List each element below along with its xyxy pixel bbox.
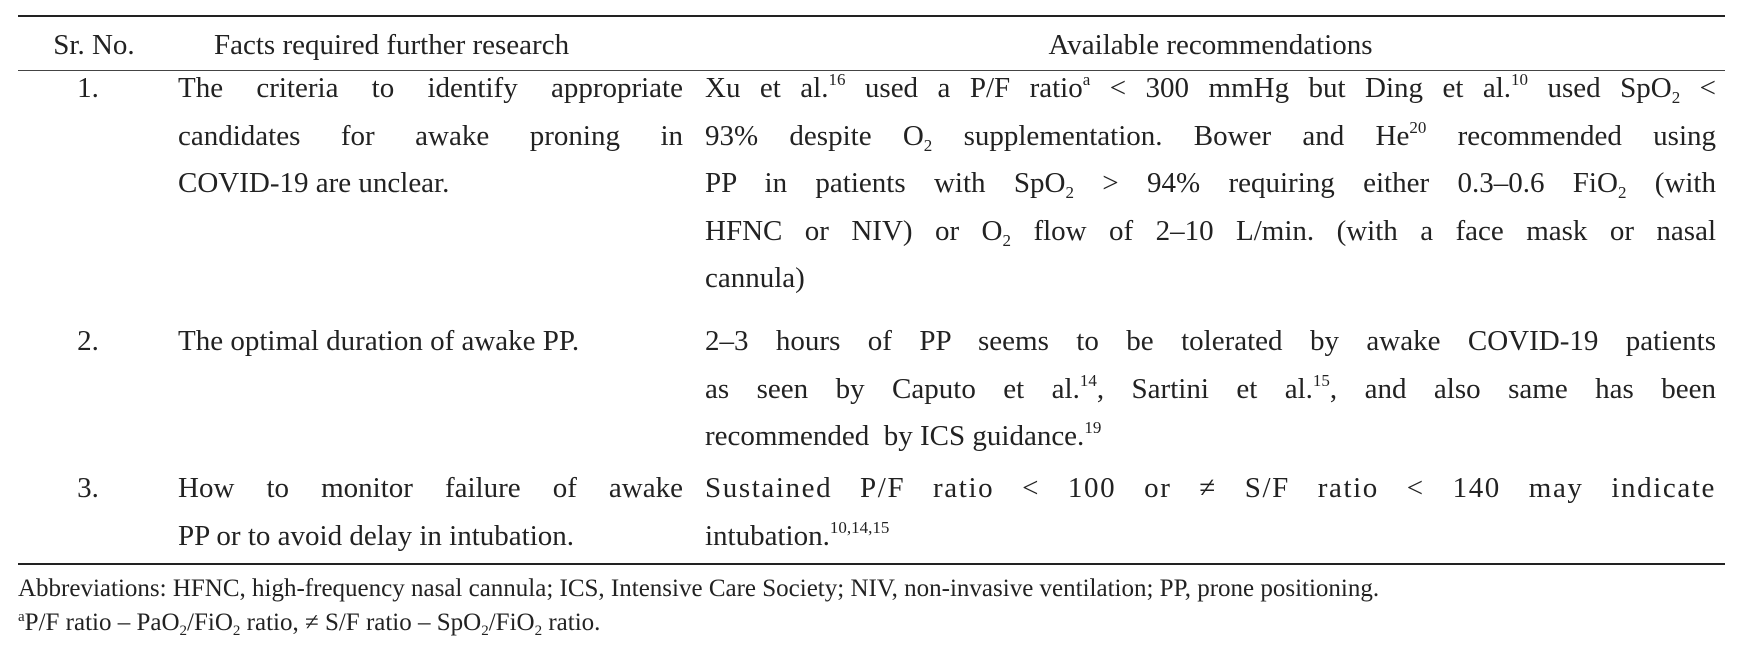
rec-text: used a P/F ratio — [845, 72, 1083, 104]
header-sr-no: Sr. No. — [53, 29, 135, 61]
footnote-marker: a — [1082, 70, 1091, 89]
citation: 16 — [828, 70, 846, 89]
header-recommendations: Available recommendations — [1048, 29, 1373, 61]
recommendation-line — [705, 513, 1716, 561]
rec-text: 93% despite O — [705, 119, 924, 152]
fact-line: COVID-19 are unclear. — [178, 167, 450, 199]
rec-text: < — [1680, 72, 1716, 104]
subscript: 2 — [1065, 183, 1074, 202]
rec-text: recommended using — [1426, 119, 1716, 152]
rec-text: HFNC or NIV) or O — [705, 214, 1003, 247]
recommendation-line: cannula) — [705, 262, 805, 294]
recommendation-line — [705, 413, 1716, 461]
footnote-text: ratio. — [542, 609, 601, 636]
recommendation-line — [705, 160, 1716, 208]
rec-text: , and also same has been — [1329, 372, 1717, 405]
footnote-text: /FiO — [187, 609, 233, 636]
subscript: 2 — [1617, 183, 1627, 202]
header-facts: Facts required further research — [214, 29, 570, 61]
subscript: 2 — [232, 623, 241, 639]
rec-text: flow of 2–10 L/min. (with a face mask or nasal — [1011, 214, 1716, 247]
footnote-a — [18, 606, 600, 639]
citation: 10,14,15 — [829, 517, 890, 537]
recommendation-line — [705, 366, 1716, 414]
fact-line: candidates for awake proning in — [178, 119, 683, 152]
recommendation-line: 2–3 hours of PP seems to be tolerated by awake COVID-19 patients — [705, 325, 1716, 357]
fact-line: PP or to avoid delay in intubation. — [178, 519, 575, 552]
recommendation-line — [705, 65, 1716, 113]
fact-cell — [178, 318, 683, 366]
rec-text: (with — [1626, 167, 1716, 199]
subscript: 2 — [1002, 230, 1012, 250]
fact-line: How to monitor failure of awake — [178, 472, 683, 504]
footnote-text: /FiO — [488, 609, 535, 636]
table-top-rule — [18, 15, 1725, 17]
recommendation-line: Sustained P/F ratio < 100 or ≠ S/F ratio < 140 may indicate — [705, 472, 1716, 504]
rec-text: Xu et al. — [705, 72, 829, 104]
subscript: 2 — [923, 135, 933, 155]
footnote-text: ratio, ≠ S/F ratio – SpO — [240, 609, 482, 636]
subscript: 2 — [481, 623, 489, 639]
rec-text: > 94% requiring either 0.3–0.6 FiO — [1073, 167, 1618, 199]
citation: 10 — [1511, 70, 1529, 89]
footnote-text: P/F ratio – PaO — [24, 609, 180, 636]
rec-text: recommended by ICS guidance. — [705, 420, 1085, 452]
row-number: 3. — [77, 472, 99, 504]
rec-text: as seen by Caputo et al. — [705, 372, 1080, 405]
rec-text: supplementation. Bower and He — [932, 119, 1410, 152]
citation: 15 — [1312, 370, 1330, 390]
recommendation-line — [705, 113, 1716, 161]
row-number: 1. — [77, 72, 99, 104]
subscript: 2 — [179, 623, 188, 639]
row-number: 2. — [77, 325, 99, 357]
footnote-marker: a — [18, 609, 25, 625]
fact-line: The criteria to identify appropriate — [178, 72, 683, 104]
citation: 14 — [1079, 370, 1097, 390]
subscript: 2 — [1671, 88, 1681, 107]
rec-text: PP in patients with SpO — [705, 167, 1066, 199]
rec-text: , Sartini et al. — [1096, 372, 1313, 405]
rec-text: used SpO — [1528, 72, 1672, 104]
citation: 19 — [1084, 418, 1102, 437]
recommendation-cell — [705, 318, 1716, 461]
rec-text: < 300 mmHg but Ding et al. — [1090, 72, 1512, 104]
recommendation-line — [705, 208, 1716, 256]
fact-cell — [178, 65, 683, 208]
subscript: 2 — [534, 623, 543, 639]
fact-line: The optimal duration of awake PP. — [178, 325, 580, 357]
table-bottom-rule — [18, 563, 1725, 565]
recommendation-cell — [705, 465, 1716, 560]
abbreviations-note: Abbreviations: HFNC, high-frequency nasal cannula; ICS, Intensive Care Society; NIV, non-invasive ventilation; PP, prone positioning. — [18, 575, 1380, 602]
fact-cell — [178, 465, 683, 560]
rec-text: intubation. — [705, 519, 830, 552]
citation: 20 — [1409, 117, 1427, 137]
recommendation-cell — [705, 65, 1716, 303]
